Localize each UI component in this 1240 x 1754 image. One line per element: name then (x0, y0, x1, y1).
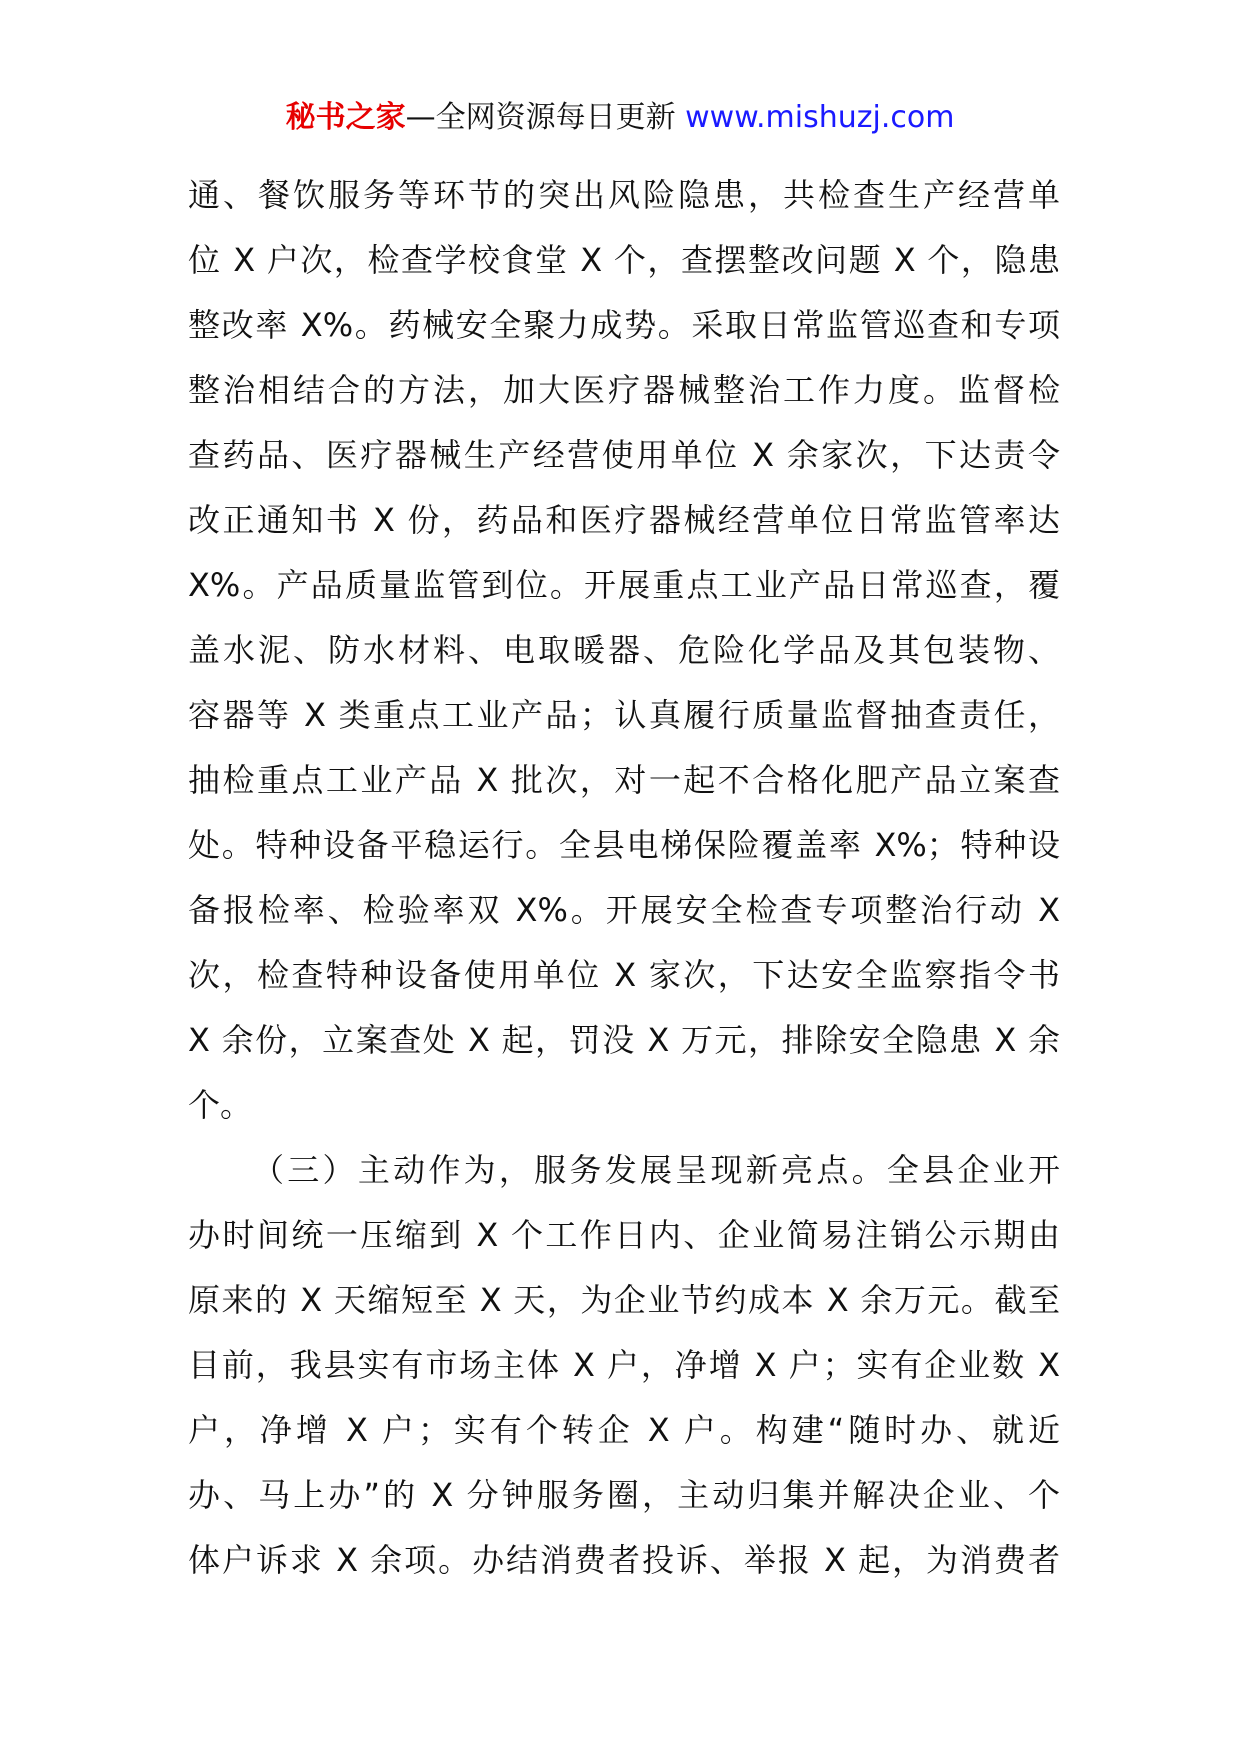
header-tagline: —全网资源每日更新 (405, 100, 676, 135)
text-line: 抽检重点工业产品 X 批次，对一起不合格化肥产品立案查 (188, 761, 1060, 799)
text-line: 整改率 X%。药械安全聚力成势。采取日常监管巡查和专项 (188, 306, 1060, 344)
header-url-link[interactable]: www.mishuzj.com (685, 100, 955, 135)
text-line: 备报检率、检验率双 X%。开展安全检查专项整治行动 X (188, 891, 1060, 929)
section-heading-line: （三）主动作为，服务发展呈现新亮点。全县企业开 (252, 1151, 1060, 1189)
text-line: 查药品、医疗器械生产经营使用单位 X 余家次，下达责令 (188, 436, 1060, 474)
text-line: 办、马上办”的 X 分钟服务圈，主动归集并解决企业、个 (188, 1476, 1060, 1514)
text-line: 体户诉求 X 余项。办结消费者投诉、举报 X 起，为消费者 (188, 1541, 1060, 1579)
text-line: 位 X 户次，检查学校食堂 X 个，查摆整改问题 X 个，隐患 (188, 241, 1060, 279)
page-header (0, 98, 1240, 138)
text-line: 原来的 X 天缩短至 X 天，为企业节约成本 X 余万元。截至 (188, 1281, 1060, 1319)
text-line: 改正通知书 X 份，药品和医疗器械经营单位日常监管率达 (188, 501, 1060, 539)
header-brand: 秘书之家 (285, 100, 406, 135)
text-line: 目前，我县实有市场主体 X 户，净增 X 户；实有企业数 X (188, 1346, 1060, 1384)
text-line: 容器等 X 类重点工业产品；认真履行质量监督抽查责任， (188, 696, 1060, 734)
text-line: 通、餐饮服务等环节的突出风险隐患，共检查生产经营单 (188, 176, 1060, 214)
text-line: X 余份，立案查处 X 起，罚没 X 万元，排除安全隐患 X 余 (188, 1021, 1060, 1059)
text-line: 户，净增 X 户；实有个转企 X 户。构建“随时办、就近 (188, 1411, 1060, 1449)
text-line: 个。 (188, 1086, 253, 1124)
text-line: 次，检查特种设备使用单位 X 家次，下达安全监察指令书 (188, 956, 1060, 994)
text-line: X%。产品质量监管到位。开展重点工业产品日常巡查，覆 (188, 566, 1060, 604)
body-text (188, 163, 1060, 1593)
text-line: 处。特种设备平稳运行。全县电梯保险覆盖率 X%；特种设 (188, 826, 1060, 864)
text-line: 办时间统一压缩到 X 个工作日内、企业简易注销公示期由 (188, 1216, 1060, 1254)
text-line: 盖水泥、防水材料、电取暖器、危险化学品及其包装物、 (188, 631, 1060, 669)
text-line: 整治相结合的方法，加大医疗器械整治工作力度。监督检 (188, 371, 1060, 409)
